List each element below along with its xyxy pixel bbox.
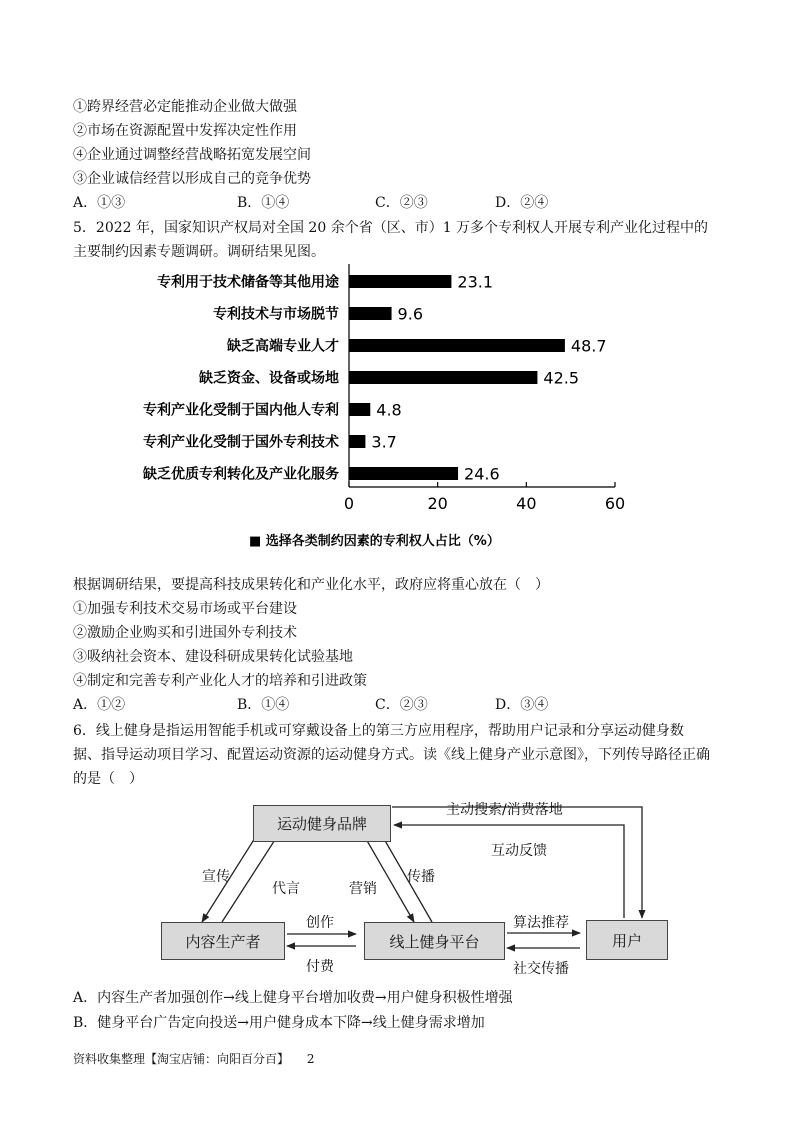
q4-item-2: ②市场在资源配置中发挥决定性作用 bbox=[73, 123, 297, 139]
chart-legend: ■ 选择各类制约因素的专利权人占比（%） bbox=[249, 534, 500, 549]
chart-value-label: 42.5 bbox=[543, 368, 580, 388]
q6-option-b: B．健身平台广告定向投送→用户健身成本下降→线上健身需求增加 bbox=[73, 1015, 485, 1031]
chart-category-label: 专利产业化受制于国外专利技术 bbox=[143, 434, 339, 451]
label-hudong: 互动反馈 bbox=[491, 843, 547, 859]
q5-option-a: A．①② bbox=[73, 697, 126, 713]
chart-value-label: 9.6 bbox=[397, 304, 424, 324]
label-fufei: 付费 bbox=[306, 959, 334, 975]
label-xuanchuan: 宣传 bbox=[202, 869, 230, 885]
chart-tick-label: 60 bbox=[604, 494, 626, 513]
label-shejiao: 社交传播 bbox=[513, 961, 569, 977]
node-user: 用户 bbox=[586, 920, 668, 960]
q4-option-d: D．②④ bbox=[495, 195, 549, 211]
arrow-sousuo bbox=[392, 807, 642, 918]
chart-tick-label: 20 bbox=[427, 494, 448, 513]
chart-value-label: 23.1 bbox=[457, 272, 494, 292]
chart-category-label: 专利技术与市场脱节 bbox=[213, 306, 339, 323]
q4-option-b: B．①④ bbox=[237, 195, 290, 211]
label-suanfa: 算法推荐 bbox=[513, 915, 569, 931]
q6-stem-line2: 据、指导运动项目学习、配置运动资源的运动健身方式。读《线上健身产业示意图》，下列传导路径正确 bbox=[73, 747, 710, 763]
q6-stem-line3: 的是（ ） bbox=[73, 771, 143, 787]
q4-option-c: C．②③ bbox=[375, 195, 428, 211]
chart-category-label: 专利用于技术储备等其他用途 bbox=[157, 274, 339, 291]
q6-option-a: A．内容生产者加强创作→线上健身平台增加收费→用户健身积极性增强 bbox=[73, 990, 513, 1006]
label-yingxiao: 营销 bbox=[349, 881, 377, 897]
chart-category-label: 专利产业化受制于国内他人专利 bbox=[143, 402, 339, 419]
q5-option-d: D．③④ bbox=[495, 697, 549, 713]
chart-category-label: 缺乏资金、设备或场地 bbox=[199, 370, 339, 387]
label-daiyan: 代言 bbox=[272, 881, 300, 897]
q5-option-b: B．①④ bbox=[237, 697, 290, 713]
chart-tick-label: 0 bbox=[343, 494, 355, 513]
chart-value-label: 48.7 bbox=[570, 336, 607, 356]
q4-item-1: ①跨界经营必定能推动企业做大做强 bbox=[73, 99, 297, 115]
q5-item-1: ①加强专利技术交易市场或平台建设 bbox=[73, 601, 297, 617]
chart-category-label: 缺乏高端专业人才 bbox=[227, 338, 339, 355]
chart-value-label: 24.6 bbox=[464, 464, 500, 484]
q4-item-3: ④企业通过调整经营战略拓宽发展空间 bbox=[73, 147, 311, 163]
chart-tick-label: 40 bbox=[516, 494, 537, 513]
q4-item-4: ③企业诚信经营以形成自己的竞争优势 bbox=[73, 171, 311, 187]
node-producer: 内容生产者 bbox=[161, 922, 285, 960]
label-chuangzuo: 创作 bbox=[306, 915, 334, 931]
node-platform: 线上健身平台 bbox=[364, 922, 505, 960]
q6-stem-line1: 6．线上健身是指运用智能手机或可穿戴设备上的第三方应用程序，帮助用户记录和分享运动健身数 bbox=[73, 723, 684, 739]
node-brand: 运动健身品牌 bbox=[253, 805, 391, 842]
q4-option-a: A．①③ bbox=[73, 195, 126, 211]
page-number: 2 bbox=[306, 1052, 315, 1066]
q5-option-c: C．②③ bbox=[375, 697, 428, 713]
q5-item-4: ④制定和完善专利产业化人才的培养和引进政策 bbox=[73, 673, 367, 689]
footer-text: 资料收集整理【淘宝店铺：向阳百分百】 bbox=[73, 1052, 290, 1066]
q5-stem-line2: 主要制约因素专题调研。调研结果见图。 bbox=[73, 244, 325, 260]
label-sousuo: 主动搜索/消费落地 bbox=[446, 802, 563, 818]
label-chuanbo: 传播 bbox=[407, 869, 435, 885]
q5-stem-line1: 5．2022 年，国家知识产权局对全国 20 余个省（区、市）1 万多个专利权人开展专利产业化过程中的 bbox=[73, 220, 709, 236]
chart-value-label: 4.8 bbox=[376, 400, 402, 420]
page-footer bbox=[73, 1050, 314, 1067]
chart-value-label: 3.7 bbox=[371, 432, 397, 452]
q5-item-3: ③吸纳社会资本、建设科研成果转化试验基地 bbox=[73, 649, 353, 665]
chart-category-label: 缺乏优质专利转化及产业化服务 bbox=[143, 466, 339, 483]
q5-question: 根据调研结果，要提高科技成果转化和产业化水平，政府应将重心放在（ ） bbox=[73, 577, 549, 593]
q5-item-2: ②激励企业购买和引进国外专利技术 bbox=[73, 625, 297, 641]
